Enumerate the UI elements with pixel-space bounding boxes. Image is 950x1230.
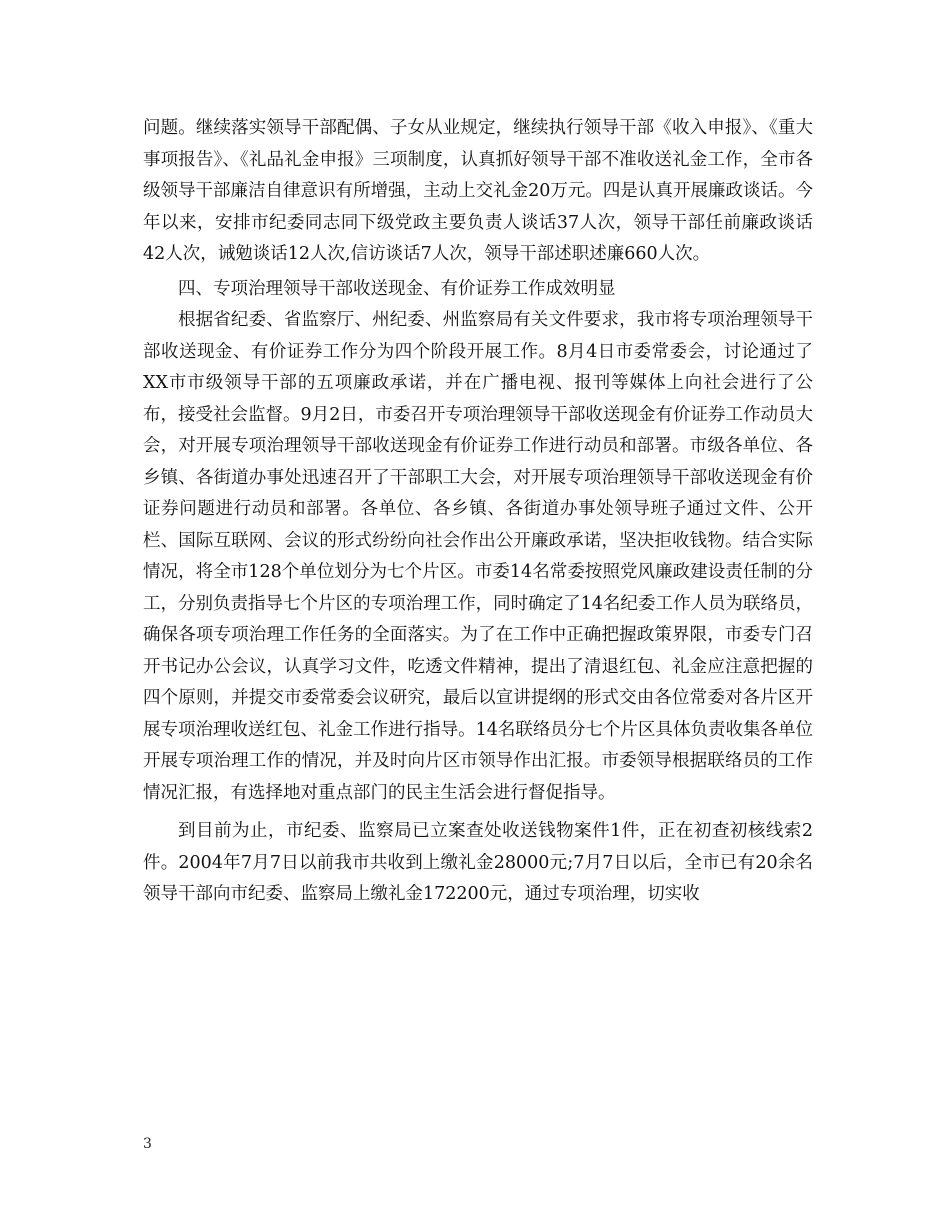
page-number: 3 bbox=[143, 1136, 152, 1152]
section-heading-four: 四、专项治理领导干部收送现金、有价证券工作成效明显 bbox=[178, 278, 616, 299]
paragraph-special-governance: 根据省纪委、省监察厅、州纪委、州监察局有关文件要求，我市将专项治理领导干部收送现金、有价证券工作分为四个阶段开展工作。8月4日市委常委会，讨论通过了XX市市级领导干部的五项廉政承诺，并在广播电视、报刊等媒体上向社会进行了公布，接受社会监督。9月2日，市委召开专项治理领导干部收送现金有价证券工作动员大会，对开展专项治理领导干部收送现金有价证券工作进行动员和部署。市级各单位、各乡镇、各街道办事处迅速召开了干部职工大会，对开展专项治理领导干部收送现金有价证券问题进行动员和部署。各单位、各乡镇、各街道办事处领导班子通过文件、公开栏、国际互联网、会议的形式纷纷向社会作出公开廉政承诺，坚决拒收钱物。结合实际情况，将全市128个单位划分为七个片区。市委14名常委按照党风廉政建设责任制的分工，分别负责指导七个片区的专项治理工作，同时确定了14名纪委工作人员为联络员，确保各项专项治理工作任务的全面落实。为了在工作中正确把握政策界限，市委专门召开书记办公会议，认真学习文件，吃透文件精神，提出了清退红包、礼金应注意把握的四个原则，并提交市委常委会议研究，最后以宣讲提纲的形式交由各位常委对各片区开展专项治理收送红包、礼金工作进行指导。14名联络员分七个片区具体负责收集各单位开展专项治理工作的情况，并及时向片区市领导作出汇报。市委领导根据联络员的工作情况汇报，有选择地对重点部门的民主生活会进行督促指导。 bbox=[143, 310, 813, 803]
paragraph-results: 到目前为止，市纪委、监察局已立案查处收送钱物案件1件，正在初查初核线索2件。2004年7月7日以前我市共收到上缴礼金28000元;7月7日以后，全市已有20余名领导干部向市纪委、监察局上缴礼金172200元，通过专项治理，切实收 bbox=[143, 821, 813, 904]
paragraph-self-discipline: 问题。继续落实领导干部配偶、子女从业规定，继续执行领导干部《收入申报》、《重大事项报告》、《礼品礼金申报》三项制度，认真抓好领导干部不准收送礼金工作，全市各级领导干部廉洁自律意识有所增强，主动上交礼金20万元。四是认真开展廉政谈话。今年以来，安排市纪委同志同下级党政主要负责人谈话37人次，领导干部任前廉政谈话42人次，诫勉谈话12人次,信访谈话7人次，领导干部述职述廉660人次。 bbox=[143, 118, 813, 264]
document-body bbox=[143, 113, 813, 911]
